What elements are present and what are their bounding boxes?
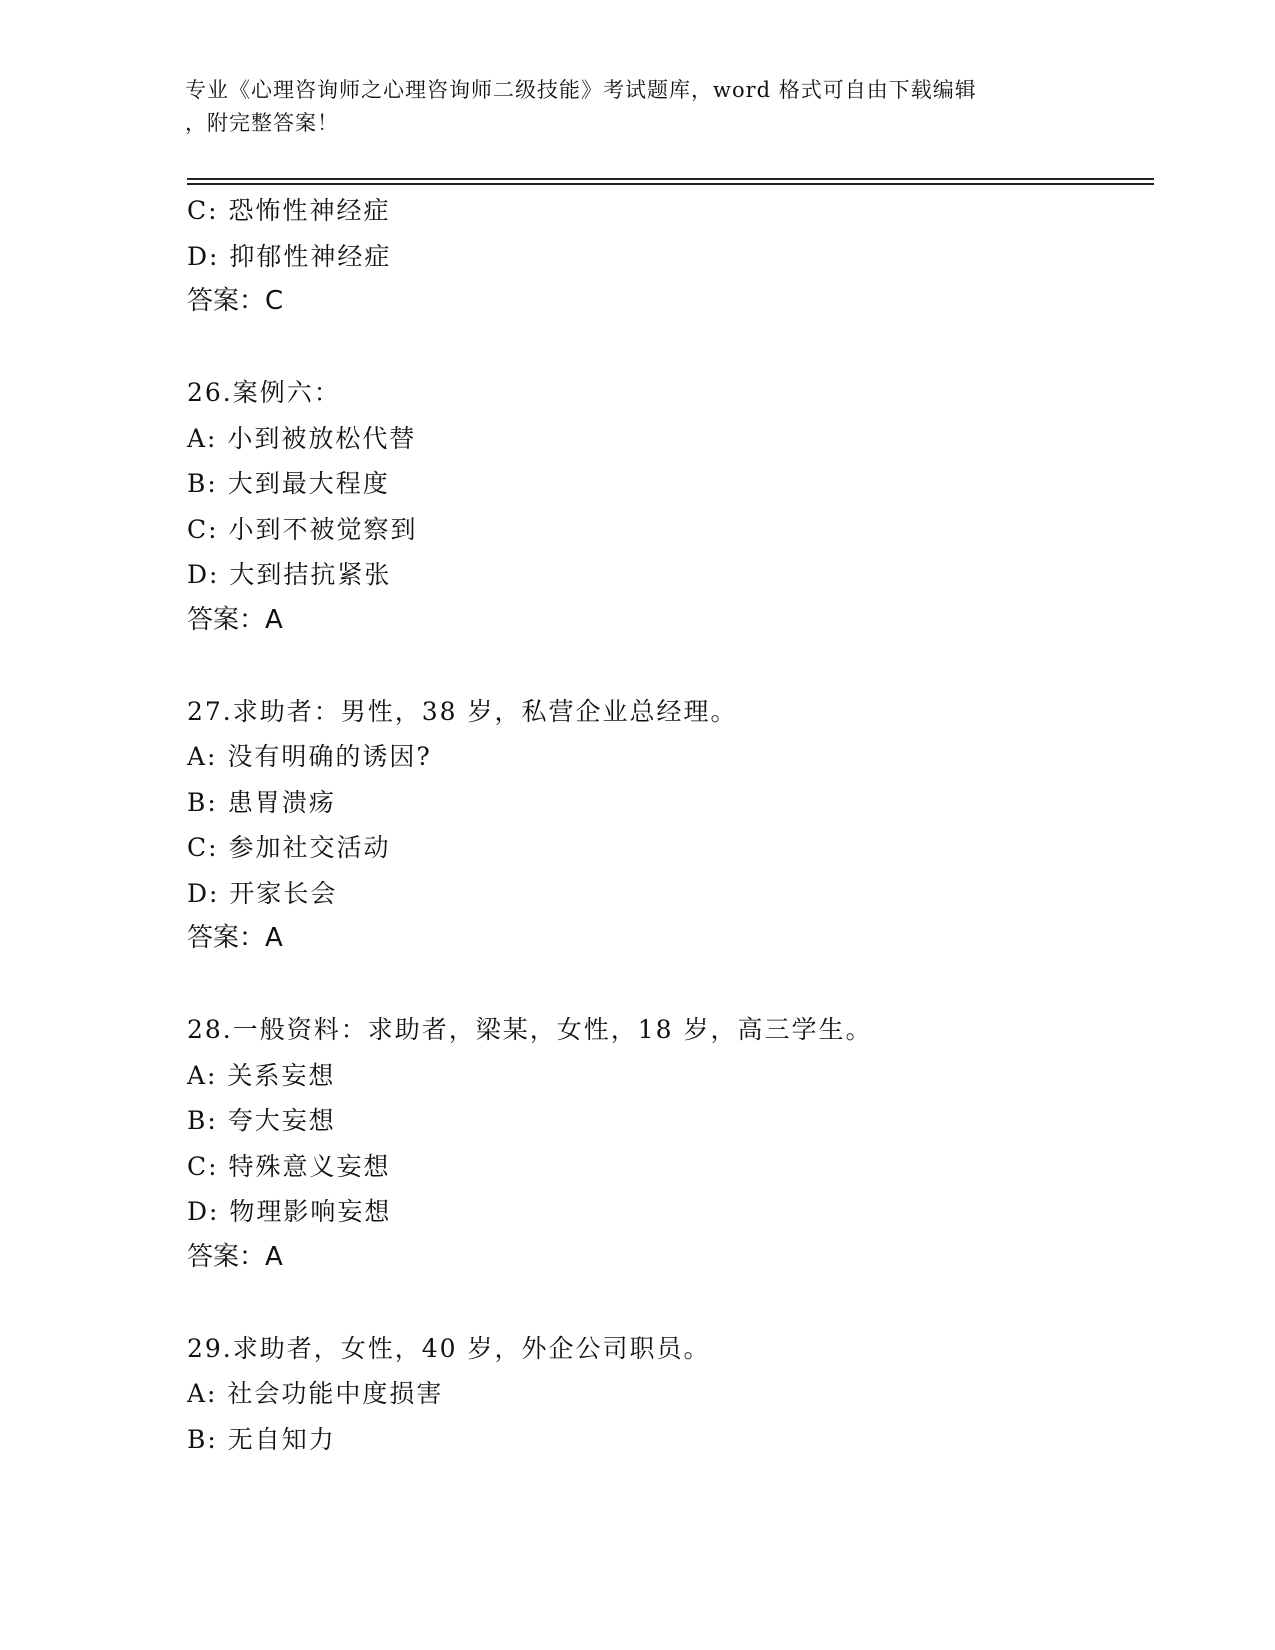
option-d: D: 大到拮抗紧张: [187, 560, 392, 589]
option-d: D: 物理影响妄想: [187, 1197, 392, 1226]
option-d: D: 开家长会: [187, 878, 338, 908]
header-divider-bottom: [187, 183, 1154, 185]
question-26: 26.案例六：: [187, 378, 341, 407]
option-a: A: 没有明确的诱因?: [187, 742, 432, 771]
option-a: A: 小到被放松代替: [187, 423, 417, 453]
question-29: 29.求助者，女性，40 岁，外企公司职员。: [187, 1333, 711, 1363]
option-c: C: 小到不被觉察到: [187, 514, 418, 544]
question-list: [187, 188, 1137, 1462]
option-b: B: 患胃溃疡: [187, 787, 336, 817]
answer-line: 答案：A: [187, 923, 283, 953]
option-a: A: 社会功能中度损害: [187, 1379, 444, 1408]
option-c: C: 参加社交活动: [187, 833, 391, 862]
question-27: 27.求助者：男性，38 岁，私营企业总经理。: [187, 696, 738, 726]
document-header: [185, 74, 1085, 140]
answer-line: 答案：A: [187, 1241, 283, 1272]
header-line-1: 专业《心理咨询师之心理咨询师二级技能》考试题库，word 格式可自由下载编辑: [185, 78, 977, 102]
option-d: D: 抑郁性神经症: [187, 241, 392, 271]
option-c: C: 恐怖性神经症: [187, 196, 391, 225]
answer-line: 答案：C: [187, 286, 284, 316]
spacer: [187, 643, 1137, 689]
option-c: C: 特殊意义妄想: [187, 1151, 391, 1181]
header-divider-top: [187, 178, 1154, 180]
option-b: B: 夸大妄想: [187, 1106, 336, 1135]
answer-line: 答案：A: [187, 604, 283, 635]
option-b: B: 大到最大程度: [187, 469, 390, 498]
spacer: [187, 962, 1137, 1008]
header-line-2: ，附完整答案！: [185, 111, 339, 135]
question-28: 28.一般资料：求助者，梁某，女性，18 岁，高三学生。: [187, 1015, 873, 1044]
option-a: A: 关系妄想: [187, 1060, 336, 1090]
option-b: B: 无自知力: [187, 1424, 336, 1454]
spacer: [187, 325, 1137, 371]
spacer: [187, 1280, 1137, 1326]
